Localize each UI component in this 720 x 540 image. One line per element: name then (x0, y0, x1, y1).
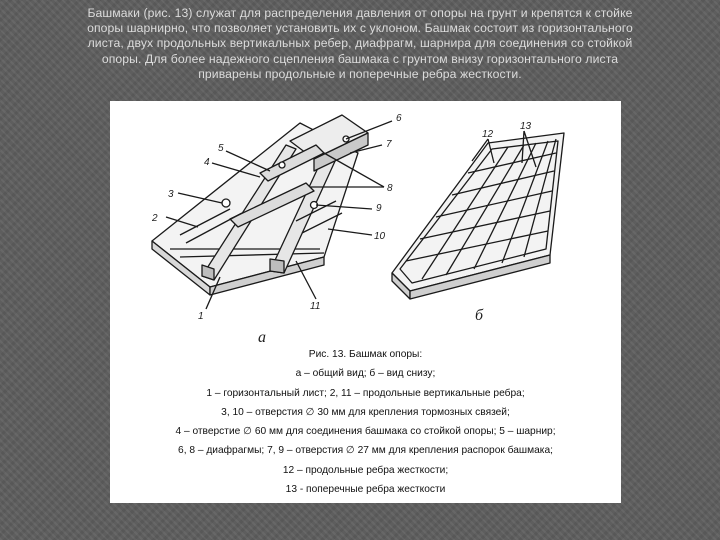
caption-line: 12 – продольные ребра жесткости; (282, 464, 449, 476)
caption-line: 3, 10 – отверстия ∅ 30 мм для крепления тормозных связей; (221, 406, 510, 418)
part-label: 7 (386, 139, 392, 150)
slide-text-line: листа, двух продольных вертикальных ребер, диафрагм, шарнира для соединения со стойкой (87, 36, 633, 51)
part-label: 5 (218, 143, 224, 154)
caption-line: Рис. 13. Башмак опоры: (308, 349, 423, 360)
slide-text-line: опоры. Для более надежного сцепления башмака с грунтом внизу горизонтального листа (101, 51, 619, 66)
slide-body-text (30, 6, 690, 82)
caption-line: 13 - поперечные ребра жесткости (285, 484, 446, 496)
shoe-bottom-view (392, 131, 564, 299)
caption-line: 6, 8 – диафрагмы; 7, 9 – отверстия ∅ 27 мм для крепления распорок башмака; (178, 445, 553, 457)
caption-line: а – общий вид; б – вид снизу; (295, 368, 436, 380)
shoe-general-view (152, 115, 392, 309)
view-a-label: а (258, 329, 266, 346)
figure-panel (110, 101, 621, 503)
figure-caption (110, 345, 621, 499)
part-label: 2 (152, 213, 158, 224)
view-b-label: б (475, 307, 484, 324)
part-label: 9 (376, 203, 382, 214)
part-label: 1 (198, 311, 204, 322)
slide-text-line: приварены продольные и поперечные ребра жесткости. (198, 66, 522, 81)
caption-line: 4 – отверстие ∅ 60 мм для соединения башмака со стойкой опоры; 5 – шарнир; (175, 426, 556, 438)
part-label: 11 (310, 301, 321, 312)
slide-text-line: опоры шарнирно, что позволяет установить их с уклоном. Башмак состоит из горизонтального (87, 21, 633, 36)
part-label: 8 (387, 183, 393, 194)
part-label: 13 (520, 121, 532, 132)
part-label: 10 (374, 231, 386, 242)
part-label: 12 (482, 129, 494, 140)
caption-line: 1 – горизонтальный лист; 2, 11 – продольные вертикальные ребра; (206, 387, 525, 399)
slide-text-line: Башмаки (рис. 13) служат для распределения давления от опоры на грунт и крепятся к стойке (87, 6, 633, 20)
part-label: 4 (204, 157, 210, 168)
part-label: 6 (396, 113, 402, 124)
part-label: 3 (168, 189, 174, 200)
